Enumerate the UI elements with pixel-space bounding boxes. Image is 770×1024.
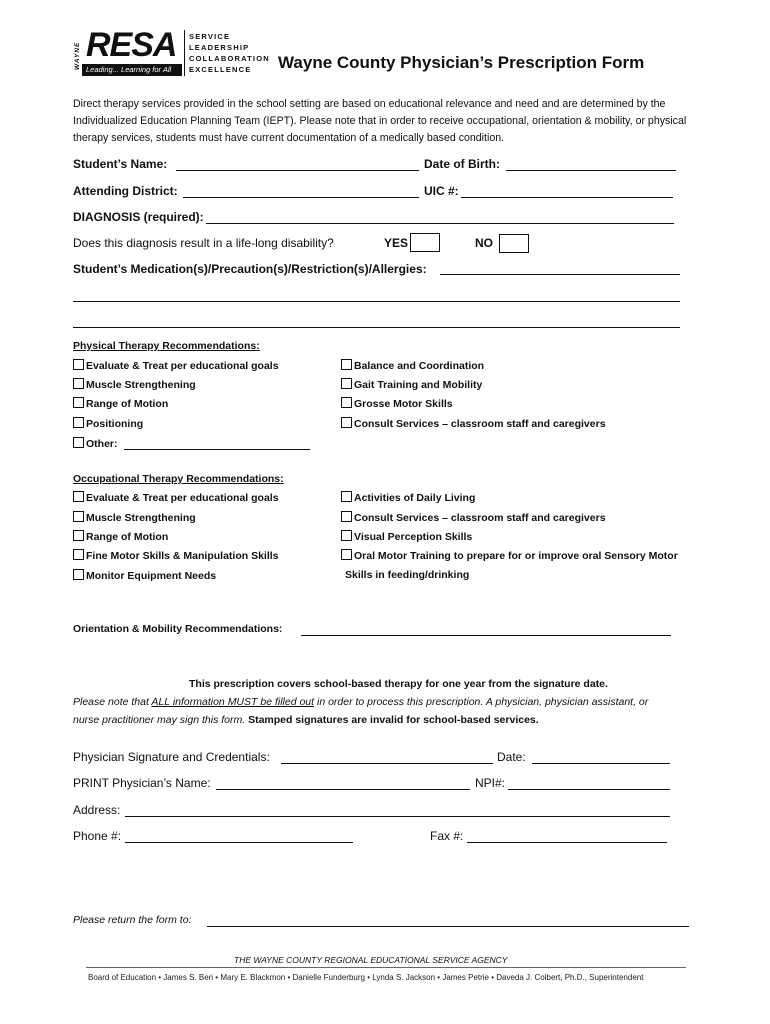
pt-option[interactable]: Gait Training and Mobility (341, 378, 482, 391)
checkbox[interactable] (341, 397, 352, 408)
pt-option[interactable]: Balance and Coordination (341, 359, 484, 372)
fax-label: Fax #: (430, 829, 464, 843)
return-field[interactable] (207, 926, 689, 927)
pt-option[interactable]: Range of Motion (73, 397, 168, 410)
uic-field[interactable] (461, 197, 673, 198)
signature-field[interactable] (281, 763, 493, 764)
checkbox[interactable] (341, 491, 352, 502)
checkbox[interactable] (341, 511, 352, 522)
pt-option[interactable]: Muscle Strengthening (73, 378, 196, 391)
medications-field-line3[interactable] (73, 327, 680, 328)
diagnosis-label: DIAGNOSIS (required): (73, 210, 204, 224)
logo-wayne-text: WAYNE (74, 41, 81, 70)
ot-option[interactable]: Oral Motor Training to prepare for or improve oral Sensory Motor (341, 549, 678, 562)
ot-option-continuation: Skills in feeding/drinking (345, 569, 470, 581)
checkbox[interactable] (73, 549, 84, 560)
medications-field[interactable] (440, 274, 680, 275)
om-label: Orientation & Mobility Recommendations: (73, 623, 283, 635)
no-checkbox[interactable] (499, 234, 529, 253)
intro-paragraph: Direct therapy services provided in the school setting are based on educational relevance and need and are determined by the Individualized Education Planning Team (IEPT). Please note that in order to receive occupational, orientation & mobility, or physical therapy services, students must have current documentation of a medically based condition. (73, 98, 687, 144)
lifelong-question: Does this diagnosis result in a life-long disability? (73, 236, 334, 250)
ot-option[interactable]: Evaluate & Treat per educational goals (73, 491, 279, 504)
npi-label: NPI#: (475, 776, 506, 790)
address-field[interactable] (125, 816, 670, 817)
checkbox[interactable] (73, 491, 84, 502)
ot-option[interactable]: Range of Motion (73, 530, 168, 543)
checkbox[interactable] (341, 417, 352, 428)
uic-label: UIC #: (424, 184, 459, 198)
diagnosis-field[interactable] (206, 223, 674, 224)
logo-resa-text: RESA (86, 26, 177, 64)
page-title: Wayne County Physician’s Prescription Form (278, 53, 645, 72)
student-name-field[interactable] (176, 170, 419, 171)
checkbox[interactable] (73, 437, 84, 448)
agency-name: THE WAYNE COUNTY REGIONAL EDUCATIONAL SERVICE AGENCY (234, 955, 508, 965)
npi-field[interactable] (508, 789, 670, 790)
pt-option-other[interactable]: Other: (73, 437, 118, 450)
board-members: Board of Education • James S. Beri • Mary E. Blackmon • Danielle Funderburg • Lynda S. Jackson • James Petrie • Daveda J. Colbert, Ph.D., Superintendent (88, 973, 644, 982)
checkbox[interactable] (73, 378, 84, 389)
checkbox[interactable] (341, 530, 352, 541)
notice-line2: Please note that ALL information MUST be filled out in order to process this prescription. A physician, physician assistant, or (73, 696, 649, 708)
logo-tagline: Leading... Learning for All (82, 64, 182, 76)
yes-checkbox[interactable] (410, 233, 440, 252)
pt-option[interactable]: Positioning (73, 417, 143, 430)
fax-field[interactable] (467, 842, 667, 843)
print-name-label: PRINT Physician’s Name: (73, 776, 211, 790)
checkbox[interactable] (73, 397, 84, 408)
medications-label: Student’s Medication(s)/Precaution(s)/Restriction(s)/Allergies: (73, 262, 427, 276)
ot-heading: Occupational Therapy Recommendations: (73, 473, 284, 485)
logo-values: SERVICE LEADERSHIP COLLABORATION EXCELLENCE (189, 32, 270, 74)
pt-option[interactable]: Consult Services – classroom staff and caregivers (341, 417, 606, 430)
address-label: Address: (73, 803, 121, 817)
checkbox[interactable] (73, 530, 84, 541)
notice-line3: nurse practitioner may sign this form. Stamped signatures are invalid for school-based services. (73, 714, 539, 726)
checkbox[interactable] (341, 378, 352, 389)
print-name-field[interactable] (216, 789, 470, 790)
notice-bold: This prescription covers school-based therapy for one year from the signature date. (189, 678, 608, 690)
footer-divider (86, 967, 686, 968)
pt-other-field[interactable] (124, 449, 310, 450)
student-name-label: Student’s Name: (73, 157, 168, 171)
pt-option[interactable]: Grosse Motor Skills (341, 397, 453, 410)
om-field[interactable] (301, 635, 671, 636)
sig-date-field[interactable] (532, 763, 670, 764)
checkbox[interactable] (73, 359, 84, 370)
logo-divider (184, 30, 185, 76)
phone-label: Phone #: (73, 829, 122, 843)
medications-field-line2[interactable] (73, 301, 680, 302)
pt-heading: Physical Therapy Recommendations: (73, 340, 260, 352)
yes-label: YES (384, 236, 409, 250)
ot-option[interactable]: Monitor Equipment Needs (73, 569, 216, 582)
signature-label: Physician Signature and Credentials: (73, 750, 270, 764)
checkbox[interactable] (341, 359, 352, 370)
ot-option[interactable]: Visual Perception Skills (341, 530, 472, 543)
ot-option[interactable]: Fine Motor Skills & Manipulation Skills (73, 549, 279, 562)
phone-field[interactable] (125, 842, 353, 843)
checkbox[interactable] (73, 511, 84, 522)
dob-label: Date of Birth: (424, 157, 500, 171)
ot-option[interactable]: Activities of Daily Living (341, 491, 475, 504)
no-label: NO (475, 236, 493, 250)
checkbox[interactable] (73, 417, 84, 428)
checkbox[interactable] (73, 569, 84, 580)
pt-option[interactable]: Evaluate & Treat per educational goals (73, 359, 279, 372)
district-label: Attending District: (73, 184, 178, 198)
checkbox[interactable] (341, 549, 352, 560)
resa-logo (72, 26, 272, 78)
ot-option[interactable]: Muscle Strengthening (73, 511, 196, 524)
dob-field[interactable] (506, 170, 676, 171)
ot-option[interactable]: Consult Services – classroom staff and caregivers (341, 511, 606, 524)
return-label: Please return the form to: (73, 914, 192, 926)
sig-date-label: Date: (497, 750, 526, 764)
district-field[interactable] (183, 197, 419, 198)
